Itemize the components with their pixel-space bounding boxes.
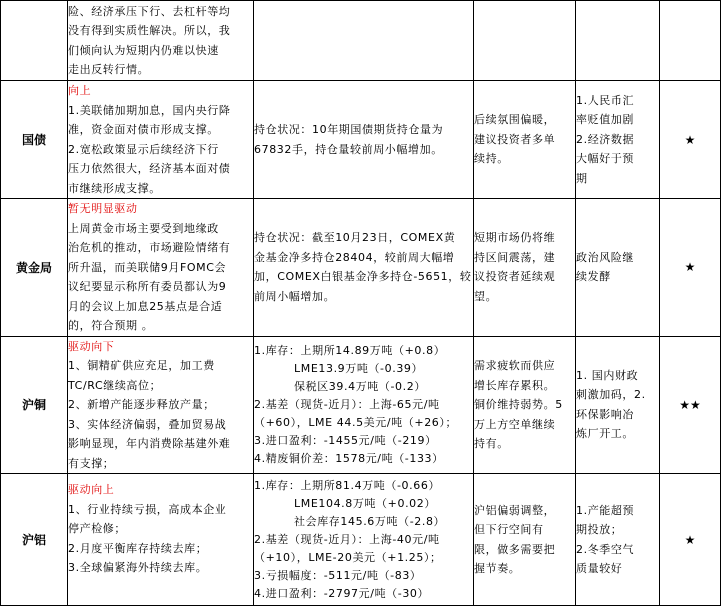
view-line: 限，做多需要把 (474, 542, 556, 556)
data-line: 保税区39.4万吨（-0.2） (294, 379, 426, 393)
driver-cell (68, 199, 254, 337)
data-line: （+60），LME 44.5美元/吨（+26）； (254, 415, 458, 429)
risk-line: 期 (576, 171, 588, 185)
continuation-empty-cell (576, 1, 660, 81)
risk-cell (576, 336, 660, 474)
driver-cell (68, 81, 254, 199)
view-line: 短期市场仍将维 (474, 231, 556, 245)
rating-stars: ★ (660, 199, 721, 337)
driver-line: 上周黄金市场主要受到地缘政 (68, 221, 219, 235)
driver-line: 2.月度平衡库存持续去库； (68, 541, 208, 555)
data-line: 加，COMEX白银基金净多持仓-5651，较 (254, 270, 472, 284)
data-line: 3.进口盈利：-1455元/吨（-219） (254, 433, 437, 447)
continuation-empty-cell (474, 1, 576, 81)
driver-line: TC/RC继续高位； (68, 378, 162, 392)
data-cell (254, 474, 474, 606)
driver-line: 议纪要显示称所有委员都认为9 (68, 280, 227, 293)
data-line: 金基金净多持仓28404，较前周大幅增 (254, 250, 455, 264)
driver-line: 月的会议上加息25基点是合适 (68, 299, 223, 313)
risk-cell (576, 474, 660, 606)
view-line: 持区间震荡，建 (474, 250, 556, 264)
driver-heading: 暂无明显驱动 (68, 202, 138, 215)
view-cell (474, 336, 576, 474)
view-line: 需求疲软而供应 (474, 359, 556, 372)
driver-line: 所升温，而美联储9月FOMC会 (68, 260, 227, 274)
risk-line: 率贬值加剧 (576, 113, 634, 127)
risk-line: 1. 国内财政 (576, 368, 639, 382)
risk-line: 政治风险继 (576, 250, 634, 264)
driver-line: 1、行业持续亏损，高成本企业 (68, 502, 227, 516)
view-cell (474, 81, 576, 199)
view-line: 沪铝偏弱调整， (474, 503, 556, 517)
view-line: 建议投资者多单 (474, 132, 556, 146)
data-line: 持仓状况：截至10月23日，COMEX黄 (254, 231, 456, 245)
driver-line: 1.美联储加期加息，国内央行降 (68, 103, 231, 117)
commodity-label: 沪铜 (1, 336, 68, 474)
driver-cell (68, 336, 254, 474)
rating-stars: ★ (660, 81, 721, 199)
driver-line: 停产检修； (68, 522, 126, 535)
driver-line: 2、新增产能逐步释放产量； (68, 398, 215, 411)
driver-heading: 向上 (68, 84, 92, 97)
view-line: 握节奏。 (474, 562, 521, 575)
risk-line: 1.人民币汇 (576, 93, 635, 107)
row-aluminum (1, 474, 721, 606)
view-cell (474, 474, 576, 606)
data-line: LME13.9万吨（-0.39） (294, 361, 424, 375)
driver-line: 压力依然很大，经济基本面对债 (68, 162, 231, 175)
driver-line: 影响显现，年内消费除基建外难 (68, 437, 231, 450)
view-line: 铜价维持弱势。5 (474, 398, 563, 411)
risk-line: 期投放； (576, 523, 623, 536)
data-line: 2.基差（现货-近月）：上海-40元/吨 (254, 532, 440, 546)
risk-line: 大幅好于预 (576, 152, 634, 166)
view-line: 后续氛围偏暖， (474, 113, 556, 127)
view-line: 增长库存累积。 (474, 378, 556, 392)
view-line: 持有。 (474, 437, 509, 450)
driver-line: 准，资金面对债市形成支撑。 (68, 123, 219, 136)
view-cell (474, 199, 576, 337)
driver-line: 3.全球偏紧海外持续去库。 (68, 561, 208, 574)
risk-line: 质量较好 (576, 562, 623, 575)
data-line: 1.库存：上期所81.4万吨（-0.66） (254, 478, 441, 492)
risk-line: 2.经济数据 (576, 132, 635, 146)
data-line: 2.基差（现货-近月）：上海-65元/吨 (254, 397, 440, 411)
continuation-line: 们倾向认为短期内仍难以快速 (68, 43, 219, 57)
view-line: 议投资者延续观 (474, 270, 556, 284)
driver-heading: 驱动向下 (68, 339, 115, 353)
continuation-label-cell (1, 1, 68, 81)
view-line: 万上方空单继续 (474, 417, 556, 431)
driver-line: 治危机的推动，市场避险情绪有 (68, 241, 231, 254)
data-cell (254, 336, 474, 474)
data-line: 前周小幅增加。 (254, 289, 336, 303)
continuation-row (1, 1, 721, 81)
risk-line: 刺激加码，2. (576, 388, 646, 402)
data-line: 社会库存145.6万吨（-2.8） (294, 514, 446, 528)
risk-cell (576, 81, 660, 199)
data-cell (254, 81, 474, 199)
data-line: （+10），LME-20美元（+1.25）； (254, 550, 442, 564)
driver-cell (68, 474, 254, 606)
view-line: 但下行空间有 (474, 523, 544, 536)
continuation-empty-cell (254, 1, 474, 81)
data-line: 持仓状况：10年期国债期货持仓量为 (254, 123, 444, 136)
risk-cell (576, 199, 660, 337)
data-cell (254, 199, 474, 337)
data-line: 3.亏损幅度：-511元/吨（-83） (254, 568, 422, 582)
continuation-text-cell (68, 1, 254, 81)
continuation-line: 走出反转行情。 (68, 63, 150, 76)
commodity-label: 国债 (1, 81, 68, 199)
risk-line: 炼厂开工。 (576, 427, 634, 441)
rating-stars: ★★ (660, 336, 721, 474)
driver-line: 市继续形成支撑。 (68, 181, 161, 195)
driver-line: 3、实体经济偏弱，叠加贸易战 (68, 417, 227, 431)
view-line: 续持。 (474, 152, 509, 166)
view-line: 望。 (474, 289, 498, 303)
continuation-empty-cell (660, 1, 721, 81)
driver-line: 1、铜精矿供应充足，加工费 (68, 359, 215, 372)
driver-line: 2.宽松政策显示后续经济下行 (68, 142, 219, 156)
commodity-label: 黄金局 (1, 199, 68, 337)
row-gold (1, 199, 721, 337)
driver-line: 有支撑； (68, 456, 115, 470)
continuation-line: 没有得到实质性解决。所以，我 (68, 24, 231, 37)
risk-line: 环保影响冶 (576, 407, 634, 421)
driver-heading: 驱动向上 (68, 483, 115, 496)
driver-line: 的，符合预期 。 (68, 319, 154, 332)
risk-line: 1.产能超预 (576, 503, 635, 517)
risk-line: 续发酵 (576, 270, 611, 284)
risk-line: 2.冬季空气 (576, 542, 635, 556)
data-line: 67832手，持仓量较前周小幅增加。 (254, 142, 443, 156)
row-treasury (1, 81, 721, 199)
rating-stars: ★ (660, 474, 721, 606)
continuation-line: 险、经济承压下行、去杠杆等均 (68, 4, 231, 18)
data-line: 1.库存：上期所14.89万吨（+0.8） (254, 343, 446, 357)
row-copper (1, 336, 721, 474)
data-line: 4.精废铜价差：1578元/吨（-133） (254, 451, 444, 465)
data-line: LME104.8万吨（+0.02） (294, 496, 436, 510)
commodity-label: 沪铝 (1, 474, 68, 606)
data-line: 4.进口盈利：-2797元/吨（-30） (254, 586, 430, 600)
